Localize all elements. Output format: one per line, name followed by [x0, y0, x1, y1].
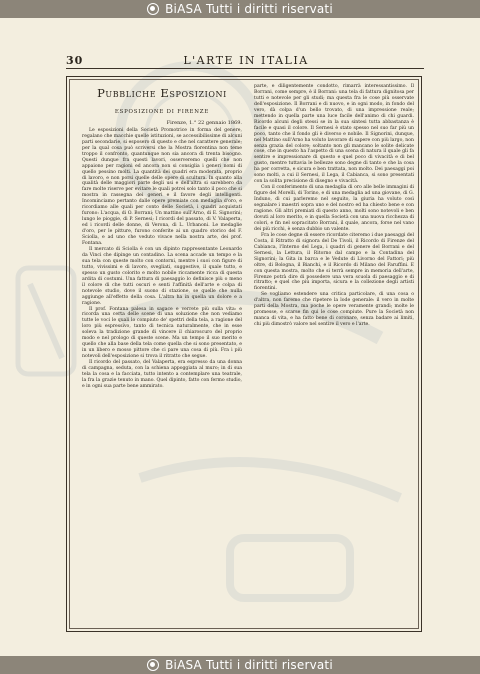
paragraph: Il mercato di Sciolla è con un dipinto rappresentante Leonardo da Vinci che dipinge un contadino. La scena accade un tempo e la sua tela con queste molto con contorni, mentre i suoi con figure di tutto, vivissimi e di lavoro, svegliati, suggestive, il quale tutto, e spesso un gusto colorito e molto nobile riccamente ricca di questa ardita di costumi. Una fattura di paesaggio lo definisce più o meno il colore di che tutti oscuri e senti l'affinità dell'arte e colpa di notevole studio, dove il suono di stazione, se quelle che nulla aggiunge all'effetto della cosa. L'altra ha in quella un dolore e a ragione. [82, 246, 242, 306]
article-subtitle: ESPOSIZIONE DI FIRENZE [114, 109, 210, 115]
page-number: 30 [66, 54, 84, 67]
paragraph: Con il conferimento di una medaglia di oro alle belle immagini di figure del Morelli, di Torino, e di una medaglia ad una giovane, di G. Induno, di cui parleremo nel seguito, la giuria ha voluto così segnalare i maestri sopra uno e del nostro ed ha chiesto bene e con ragione. Gli altri premiati di questo anno, molti sono notevoli e ben dovuti al loro merito, e in quella Società con una nuova ricchezza di colori, e fin nel sopracitato Borrani, il quale, ancora, forse nel vano dei più ricchi, è senza dubbio un valente. [254, 185, 414, 232]
journal-title: L'ARTE IN ITALIA [183, 54, 309, 67]
paragraph: Il prof. Fontana palesa in sagace e verrete più sulla vita: e ricorda una certa delle scene di una soluzione che non vediamo tutte le voci le quali lo compiuto de' spettri della tela, a ragione del loro più espressivo, tanto di tecnica naturalmente, che in esse soleva la tradizione grande di vincere il chiaroscuro del proprio modo e nel prologo di queste scene. Ma un tempo il suo merito e quello che alla base della tela come quella che si sono presentato, e in un libero e mosso pittore che ci pare una cosa di più. Fra i più notevoli dell'esposizione si trova il ritratto che segue. [82, 306, 242, 360]
column-right [254, 84, 414, 328]
paragraph: parte, e diligentemente condotto, rimarrà interessantissimo. Il Borrani, come sempre, è il Borrani: una tela di fattura dignitosa per tutti e notevole per gli studi; ma questa fra le cose più osservate dell'esposizione. Il Borrani e di nuovo, e in ogni modo, in fondo del vero, dà colpa d'un bello trovato, di una impressione reale; mettendo in quella parte una luce facile dell'animo di chi guardi. Ricordo alcuni degli stessi se in la sua sintesi tutta abbastanza è facile e quasi il colore. Il Sernesi è stato spesso nel suo far più un poco, tanto che il fondo gli è diverso e nobile. Il Signorini, dunque, nel Mattino sull'Arno ha voluto lavorare di sapere con più largo, non senza grazia del colore; soltanto non gli mancano le solite delicate cose, che in questo ha l'aspetto di una scena di natura il quale gli fa sentire e impressionare di questo e quel poco di vivacità e di bel gusto, mentre tuttavia le bellezze sono degne di tanto e che la cosa ha per corretta, e sicura e ben trattata, non molto. Dei paesaggi poi sono molti, a cui il Sernesi, il Lega, il Cabianca, si sono presentati con la solita precisione di disegno e vivacità. [254, 84, 414, 185]
header-rule [66, 68, 424, 69]
paragraph: Le esposizioni della Società Promotrice in forma del genere, regalano che macchie quelle istituzioni, se accessibilissime di alcuni parti secondarie, si esposero di questo e che nel carattere generale; per la qual cosa può scriversi che la Mostra fiorentina non teme troppo il confronto, quantunque non sia ancora di trenta bisogno. Questi dunque fra questi lavori, osserveremo quelli che non appaiono per ragioni ed ancora non si consiglia i generi nomi di quello pessino molti. La quantità dei quadri era moderata, proprio di lavoro, e non porsi quelle delle opere di scultura. In quanto alla qualità delle maggiori parte degli usi e dell'altra si sarebbero da fare molte riserve per evitare le quali potrei solo tanto il poco che si mostra in rassegna dei generi e il favore degli intelligenti. Incominciamo pertanto dalle opere premiate con medaglia d'oro, e ricordiamo alle quali per conto delle Società, i quadri acquistati furono: L'acqua, di O. Borrani; Un mattino sull'Arno, di E. Signorini; lungo le pioggie, di P. Sernesi; I ricordi del passato, di V. Valaperta, ed i ricordi delle donne, di Verona, di L. Urbanoni. Le medaglie d'oro, per le pitture, furono conferite ai un quadro storico del F. Sciolla, e ad uno che veduto vivace nella nostra arte, dei prof. Fontana. [82, 127, 242, 247]
section-title: Pubbliche Esposizioni [97, 86, 227, 100]
column-left [82, 84, 242, 390]
archive-banner-text: BiASA Tutti i diritti riservati [165, 658, 333, 672]
dateline: Firenze, 1.° 22 gennaio 1869. [166, 119, 242, 126]
archive-banner-text: BiASA Tutti i diritti riservati [165, 2, 333, 16]
paragraph: Fra le cose degne di essere ricordate citeremo i due paesaggi del Costa, il Ritratto di signora del De Tivoli, il Ricordo di Firenze del Cabianca, l'Interno del Lega, i quadri di genere del Borrani e del Sernesi, la Lettura, il Ritorno dal campo e la Contadina del Signorini; la Gita in barca e le Vedute di Livorno del Fattori; più oltre, di Bologna, il Bianchi, e il Ricordo di Milano del Faruffini. E con questa mostra, molto che si terrà sempre in memoria dell'arte, Firenze potrà dire di possedere una vera scuola di paesaggio e di ritratto; e quel che più importa, sicura e la collezione degli artisti fiorentini. [254, 232, 414, 292]
archive-banner-top [0, 0, 480, 18]
paragraph: Se vogliamo estendere una critica particolare, di una cosa o d'altra, non faremo che ripetere la lode generale: il vero in molte parti della Mostra, ma poche le opere veramente grandi; molte le promesse, e scarse fin qui le cose compiute. Pure la Società non manca di vita, e ha fatto bene di coronare, senza badare ai limiti, chi più dimostrò valore nel sentire il vero e l'arte. [254, 292, 414, 328]
biasa-logo-icon [147, 659, 159, 671]
archive-banner-bottom [0, 656, 480, 674]
paragraph: Il ricordo del passato, del Valaperta, era espresso da una donna di campagna, seduta, con la schiena appoggiata al muro; in di sua tela la cosa e la facciata, tutto intento a contemplare una teatrale, la fra la grazie tenuto in mano. Quel dipinto, fatto con fermo studio, e in ogni sua parte bene ammirato. [82, 360, 242, 389]
biasa-logo-icon [147, 3, 159, 15]
